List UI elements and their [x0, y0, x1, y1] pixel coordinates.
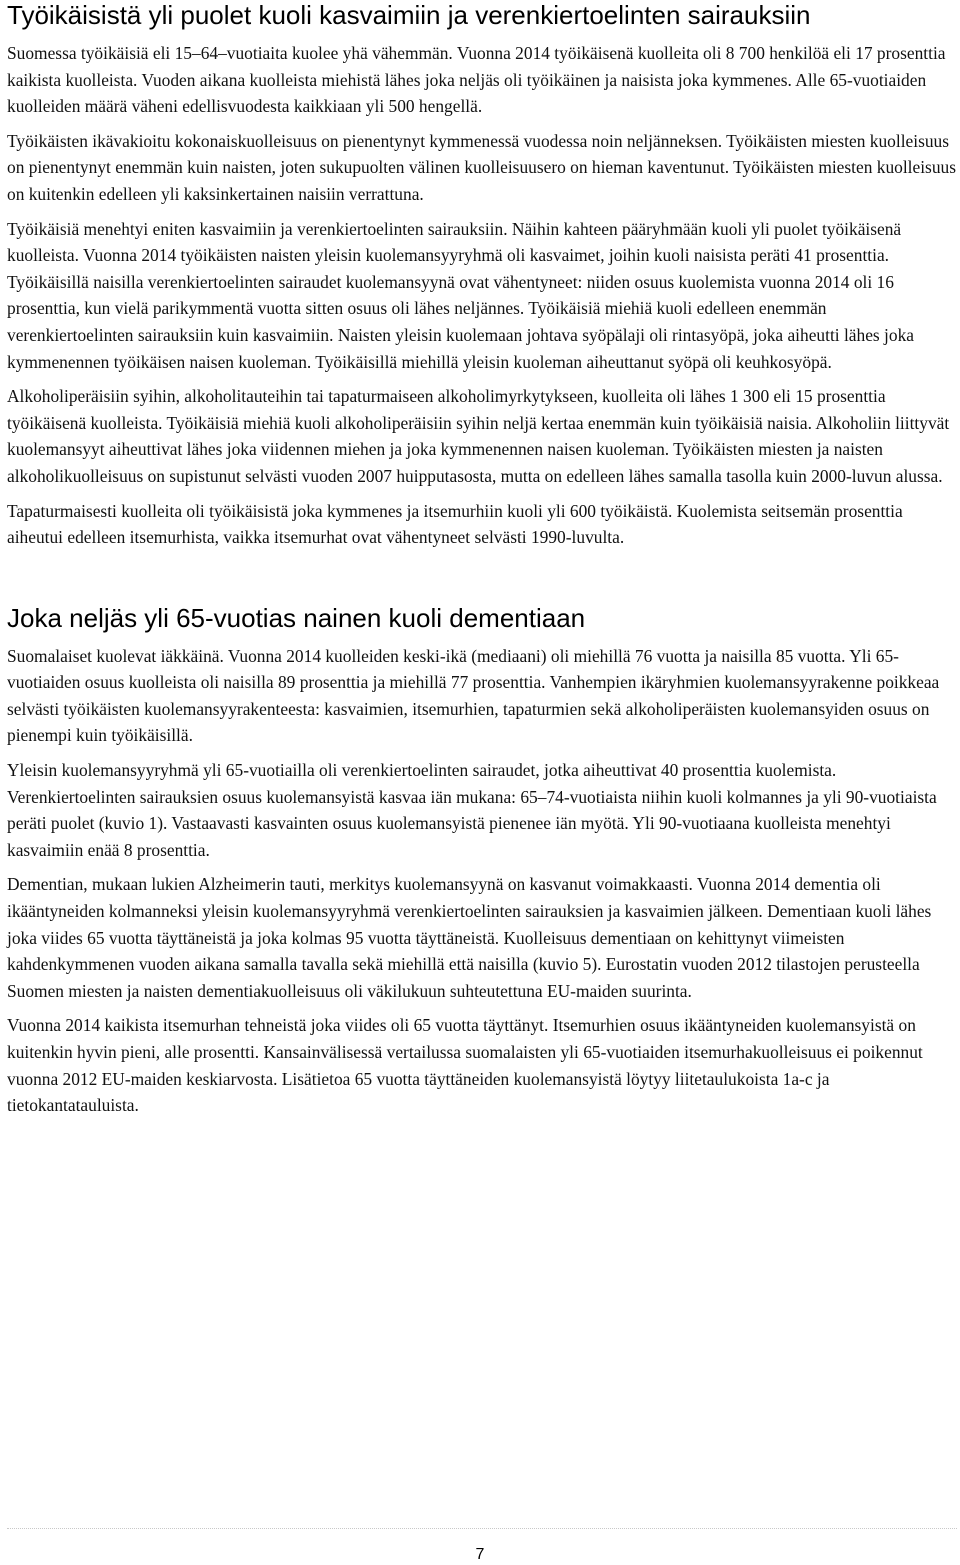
paragraph: Vuonna 2014 kaikista itsemurhan tehneistä joka viides oli 65 vuotta täyttänyt. Itsemurhien osuus ikääntyneiden kuolemansyistä on kuitenkin hyvin pieni, alle prosentti. Kansainvälisessä vertailussa suomalaisten yli 65-vuotiaiden itsemurhakuolleisuus ei poikennut vuonna 2012 EU-maiden keskiarvosta. Lisätietoa 65 vuotta täyttäneiden kuolemansyistä löytyy liitetaulukoista 1a-c ja tietokantatauluista.	[7, 1015, 923, 1116]
footer-divider	[7, 1528, 957, 1529]
document-page	[7, 0, 957, 1127]
section-heading-elderly: Joka neljäs yli 65-vuotias nainen kuoli dementiaan	[7, 602, 586, 633]
paragraph: Suomessa työikäisiä eli 15–64–vuotiaita kuolee yhä vähemmän. Vuonna 2014 työikäisenä kuolleita oli 8 700 henkilöä eli 17 prosenttia kaikista kuolleista. Vuoden aikana kuolleista miehistä lähes joka neljäs oli työikäinen ja naisista joka kymmenes. Alle 65-vuotiaiden kuolleiden määrä väheni edellisvuodesta kaikkiaan yli 500 hengellä.	[7, 43, 946, 117]
paragraph: Työikäisten ikävakioitu kokonaiskuolleisuus on pienentynyt kymmenessä vuodessa noin neljänneksen. Työikäisten miesten kuolleisuus on pienentynyt enemmän kuin naisten, joten sukupuolten välinen kuolleisuusero on hieman kaventunut. Työikäisten miesten kuolleisuus on kuitenkin edelleen yli kaksinkertainen naisiin verrattuna.	[7, 130, 956, 204]
paragraph: Alkoholiperäisiin syihin, alkoholitauteihin tai tapaturmaiseen alkoholimyrkytykseen, kuolleita oli lähes 1 300 eli 15 prosenttia työikäisenä kuolleista. Työikäisiä miehiä kuoli alkoholiperäisiin syihin neljä kertaa enemmän kuin työikäisiä naisia. Alkoholiin liittyvät kuolemansyyt aiheuttivat lähes joka viidennen miehen ja joka kymmenennen naisen kuoleman. Työikäisten miesten ja naisten alkoholikuolleisuus on supistunut selvästi vuoden 2007 huipputasosta, mutta on edelleen lähes samalla tasolla kuin 2000-luvun alussa.	[7, 386, 950, 486]
paragraph: Työikäisiä menehtyi eniten kasvaimiin ja verenkiertoelinten sairauksiin. Näihin kahteen pääryhmään kuoli yli puolet työikäisenä kuolleista. Vuonna 2014 työikäisten naisten yleisin kuolemansyyryhmä oli kasvaimet, joihin kuoli naisista peräti 41 prosenttia. Työikäisillä naisilla verenkiertoelinten sairaudet kuolemansyynä ovat vähentyneet: niiden osuus kuolemista vuonna 2014 oli 16 prosenttia, kun vielä parikymmentä vuotta sitten osuus oli lähes neljännes. Työikäisiä miehiä kuoli edelleen enemmän verenkiertoelinten sairauksiin kuin kasvaimiin. Naisten yleisin kuolemaan johtava syöpälaji oli rintasyöpä, joka aiheutti lähes joka kymmenennen työikäisen naisen kuoleman. Työikäisillä miehillä yleisin kuoleman aiheuttanut syöpä oli keuhkosyöpä.	[7, 218, 914, 372]
section-heading-working-age: Työikäisistä yli puolet kuoli kasvaimiin ja verenkiertoelinten sairauksiin	[7, 0, 811, 30]
paragraph: Dementian, mukaan lukien Alzheimerin tauti, merkitys kuolemansyynä on kasvanut voimakkaasti. Vuonna 2014 dementia oli ikääntyneiden kolmanneksi yleisin kuolemansyyryhmä verenkiertoelinten sairauksien ja kasvaimien jälkeen. Dementiaan kuoli lähes joka viides 65 vuotta täyttäneistä ja joka kolmas 95 vuotta täyttäneistä. Kuolleisuus dementiaan on kehittynyt viimeisten kahdenkymmenen vuoden aikana samalla tavalla sekä miehillä että naisilla (kuvio 5). Eurostatin vuoden 2012 tilastojen perusteella Suomen miesten ja naisten dementiakuolleisuus oli väkilukuun suhteutettuna EU-maiden suurinta.	[7, 874, 932, 1001]
page-number: 7	[475, 1546, 485, 1563]
paragraph: Tapaturmaisesti kuolleita oli työikäisistä joka kymmenes ja itsemurhiin kuoli yli 600 työikäistä. Kuolemista seitsemän prosenttia aiheutui edelleen itsemurhista, vaikka itsemurhat ovat vähentyneet selvästi 1990-luvulta.	[7, 500, 903, 548]
paragraph: Suomalaiset kuolevat iäkkäinä. Vuonna 2014 kuolleiden keski-ikä (mediaani) oli miehillä 76 vuotta ja naisilla 85 vuotta. Yli 65-vuotiaiden osuus kuolleista oli naisilla 89 prosenttia ja miehillä 77 prosenttia. Vanhempien ikäryhmien kuolemansyyrakenne poikkeaa selvästi työikäisten kuolemansyyrakenteesta: kasvaimien, itsemurhien, tapaturmien sekä alkoholiperäisten kuolemansyiden osuus on pienempi kuin työikäisillä.	[7, 645, 940, 746]
paragraph: Yleisin kuolemansyyryhmä yli 65-vuotiailla oli verenkiertoelinten sairaudet, jotka aiheuttivat 40 prosenttia kuolemista. Verenkiertoelinten sairauksien osuus kuolemansyistä kasvaa iän mukana: 65–74-vuotiaista niihin kuoli kolmannes ja yli 90-vuotiaista peräti puolet (kuvio 1). Vastaavasti kasvainten osuus kuolemansyistä pienenee iän myötä. Yli 90-vuotiaana kuolleista menehtyi kasvaimiin enää 8 prosenttia.	[7, 760, 937, 860]
